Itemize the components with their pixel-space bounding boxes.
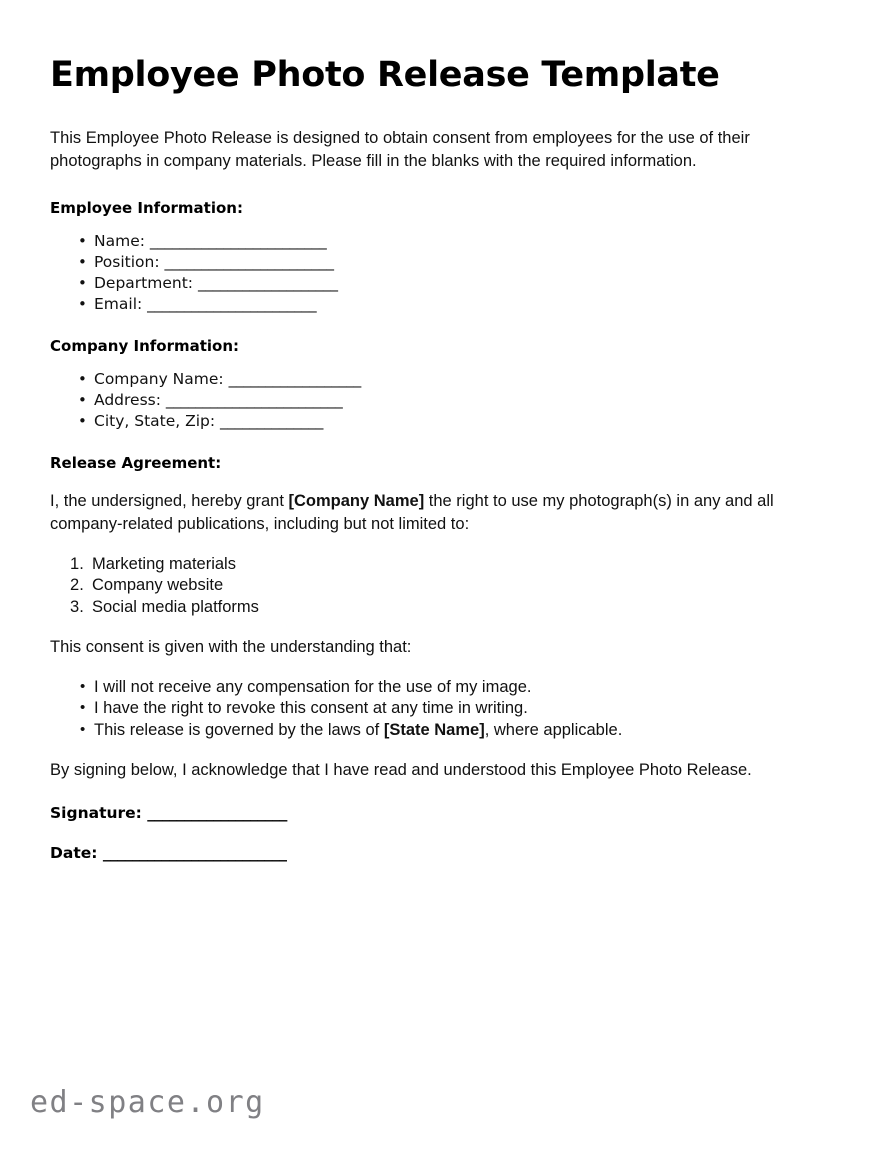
list-item xyxy=(50,252,842,273)
consent-intro-paragraph: This consent is given with the understanding that: xyxy=(50,638,412,657)
field-label-city-state-zip: City, State, Zip: xyxy=(94,412,216,431)
company-information-heading: Company Information: xyxy=(50,337,240,356)
state-name-placeholder: [State Name] xyxy=(383,720,485,739)
list-item xyxy=(50,231,842,252)
field-blank-department: ___________________ xyxy=(197,273,338,292)
governing-law-after: , where applicable. xyxy=(484,720,623,739)
permitted-uses-list xyxy=(50,554,842,618)
list-item: Company website xyxy=(92,576,224,595)
field-blank-company-name: __________________ xyxy=(228,370,361,389)
document-content xyxy=(50,55,842,862)
list-item: • I have the right to revoke this consent at any time in writing. xyxy=(50,698,842,719)
field-label-department: Department: xyxy=(94,273,194,292)
list-item xyxy=(50,720,842,741)
list-item: • I will not receive any compensation for the use of my image. xyxy=(50,677,842,698)
company-name-placeholder: [Company Name] xyxy=(288,492,425,511)
employee-information-heading: Employee Information: xyxy=(50,198,243,217)
date-blank[interactable]: _________________________ xyxy=(102,844,287,863)
date-label: Date: xyxy=(50,844,98,863)
date-line xyxy=(50,844,842,862)
acknowledgement-paragraph: By signing below, I acknowledge that I have read and understood this Employee Photo Release. xyxy=(50,761,752,780)
field-blank-position: _______________________ xyxy=(164,252,334,271)
field-blank-address: ________________________ xyxy=(165,391,343,410)
employee-information-list xyxy=(50,231,842,315)
field-label-address: Address: xyxy=(94,391,161,410)
intro-paragraph: This Employee Photo Release is designed to obtain consent from employees for the use of their photographs in company materials. Please fill in the blanks with the required information. xyxy=(50,129,750,171)
field-label-email: Email: xyxy=(94,295,143,314)
list-item xyxy=(50,390,842,411)
list-item: Marketing materials xyxy=(92,554,236,573)
consent-points-list xyxy=(50,677,842,741)
field-label-position: Position: xyxy=(94,252,160,271)
list-item xyxy=(50,411,842,432)
list-item xyxy=(50,273,842,294)
company-information-list xyxy=(50,369,842,432)
page-title: Employee Photo Release Template xyxy=(50,55,720,95)
list-item xyxy=(50,294,842,315)
signature-line xyxy=(50,804,842,822)
grant-text-after: the right to use my photograph(s) in any and all company-related publications, including but not limited to: xyxy=(50,492,774,534)
list-item: Social media platforms xyxy=(92,597,259,616)
grant-paragraph xyxy=(50,490,842,536)
field-blank-email: _______________________ xyxy=(147,295,317,314)
field-blank-city-state-zip: ______________ xyxy=(220,412,323,431)
signature-label: Signature: xyxy=(50,804,142,823)
governing-law-before: This release is governed by the laws of xyxy=(94,720,384,739)
field-label-name: Name: xyxy=(94,231,145,250)
signature-blank[interactable]: ___________________ xyxy=(147,804,287,823)
release-agreement-heading: Release Agreement: xyxy=(50,454,222,473)
grant-text-before: I, the undersigned, hereby grant xyxy=(50,492,289,511)
list-item xyxy=(50,369,842,390)
field-blank-name: ________________________ xyxy=(149,231,327,250)
watermark: ed-space.org xyxy=(30,1085,265,1120)
field-label-company-name: Company Name: xyxy=(94,370,224,389)
